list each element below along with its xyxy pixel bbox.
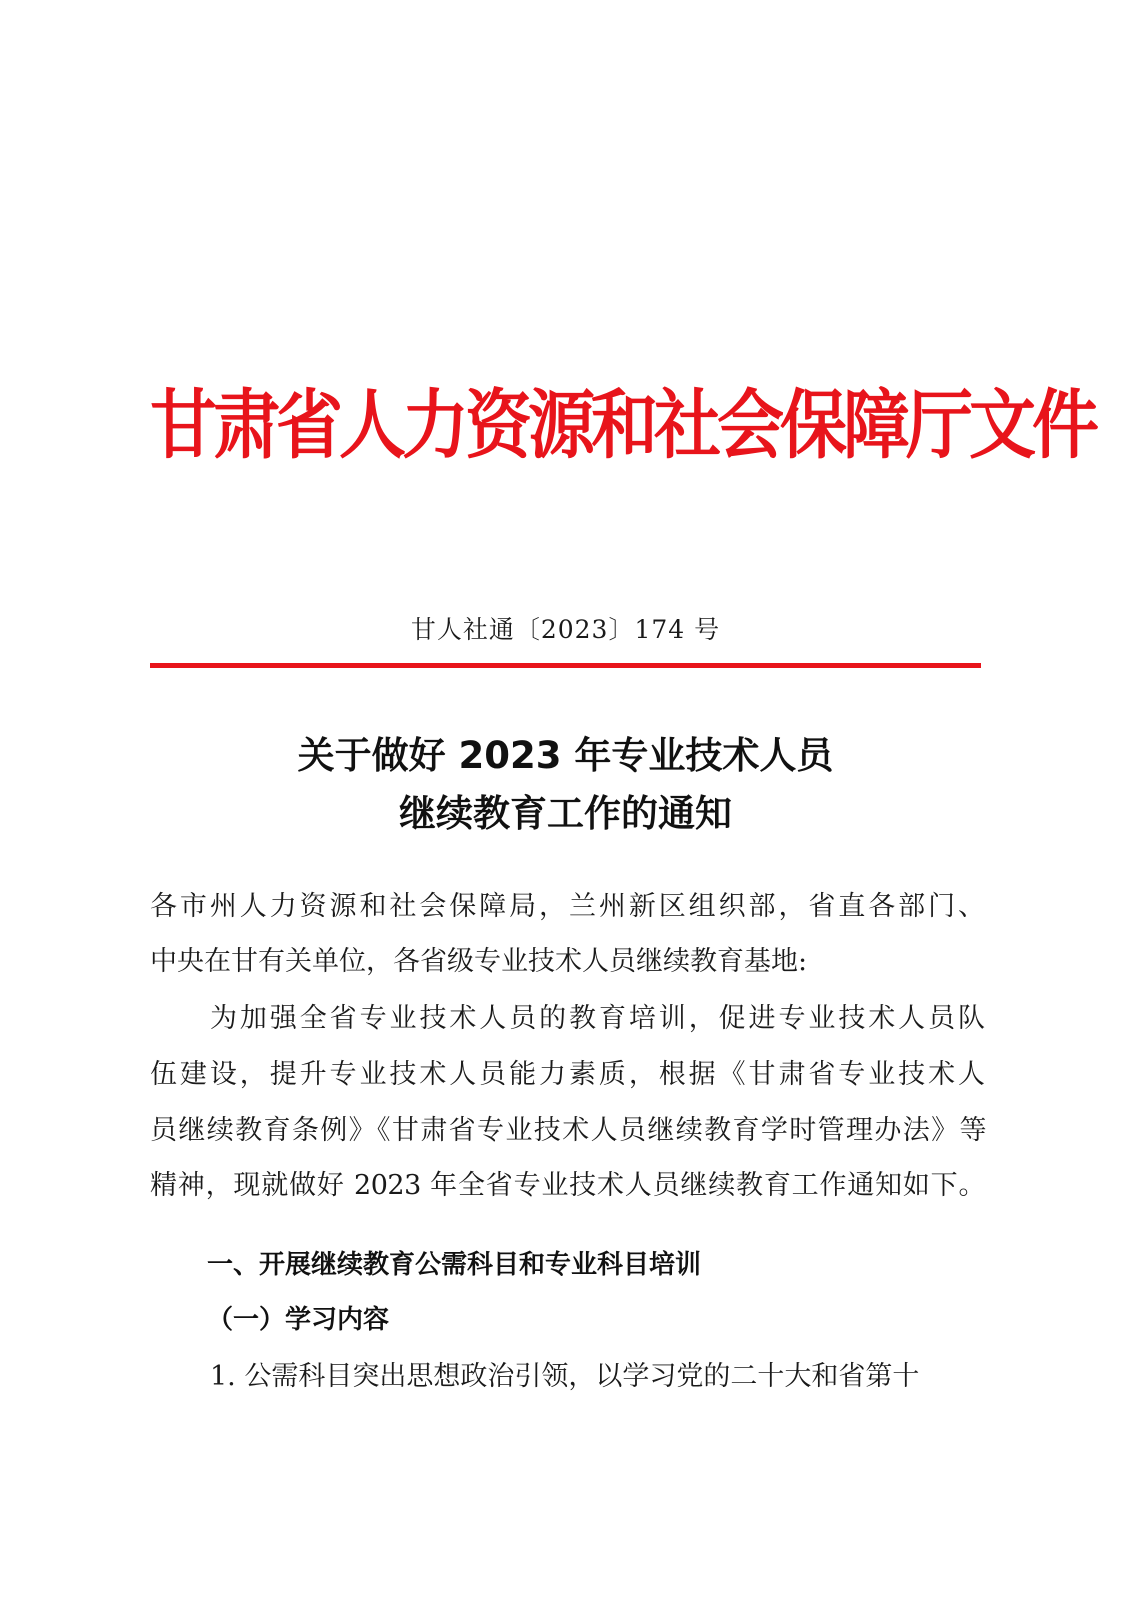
paragraph-1-line-3: 员继续教育条例》《甘肃省专业技术人员继续教育学时管理办法》等 — [150, 1115, 985, 1146]
addressee-line-2: 中央在甘有关单位，各省级专业技术人员继续教育基地: — [150, 946, 808, 977]
addressee-line-1: 各市州人力资源和社会保障局，兰州新区组织部，省直各部门、 — [150, 891, 985, 922]
paragraph-1-line-2: 伍建设，提升专业技术人员能力素质，根据《甘肃省专业技术人 — [150, 1059, 985, 1090]
paragraph-1-line-4: 精神，现就做好 2023 年全省专业技术人员继续教育工作通知如下。 — [150, 1170, 985, 1201]
item-1-line-1: 1. 公需科目突出思想政治引领，以学习党的二十大和省第十 — [210, 1361, 920, 1392]
agency-header-title: 甘肃省人力资源和社会保障厅文件 — [150, 381, 1095, 470]
subsection-1-heading: （一）学习内容 — [207, 1305, 390, 1335]
notice-title-line-2: 继续教育工作的通知 — [399, 792, 732, 835]
document-number: 甘人社通〔2023〕174 号 — [410, 615, 721, 644]
red-separator-rule — [150, 663, 981, 668]
notice-title-line-1: 关于做好 2023 年专业技术人员 — [297, 734, 834, 777]
section-1-heading: 一、开展继续教育公需科目和专业科目培训 — [207, 1250, 702, 1280]
paragraph-1-line-1: 为加强全省专业技术人员的教育培训，促进专业技术人员队 — [210, 1003, 985, 1034]
notice-title — [150, 727, 981, 843]
